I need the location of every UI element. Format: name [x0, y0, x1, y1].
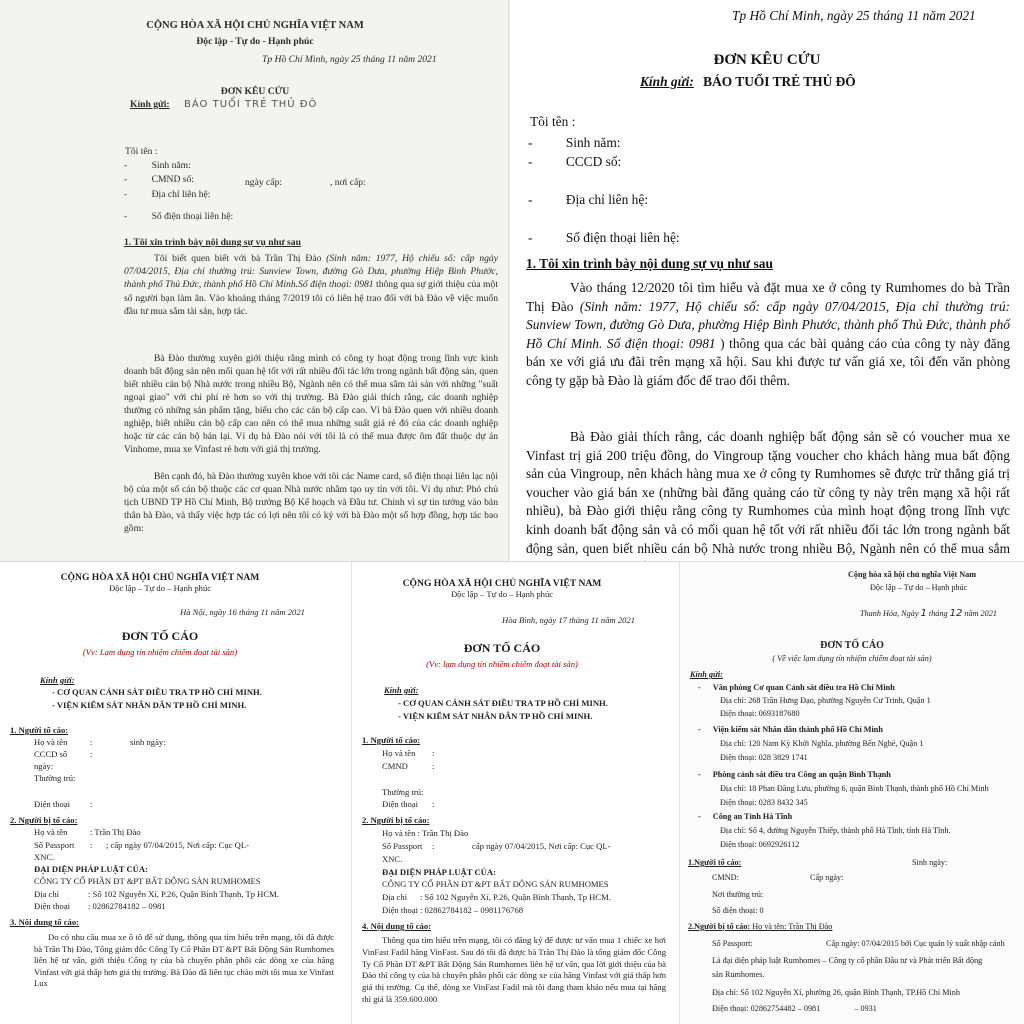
- noi-thuong-tru-label: Nơi thường trú:: [712, 890, 764, 899]
- p1-c: cấp ngày 07/04/2015, Địa chỉ thường trú:: [124, 253, 498, 278]
- motto: Độc lập – Tự do – Hạnh phúc: [108, 583, 212, 593]
- recipient-4-name: Công an Tỉnh Hà Tĩnh: [712, 812, 793, 821]
- recipient-1: - CƠ QUAN CẢNH SÁT ĐIỀU TRA TP HỒ CHÍ MINH.: [398, 698, 608, 708]
- address-value: : Số 102 Nguyễn Xí, P.26, Quận Bình Thạnh, Tp HCM.: [88, 889, 279, 899]
- petition-page-1: CỘNG HÒA XÃ HỘI CHỦ NGHĨA VIỆT NAM Độc lập - Tự do - Hạnh phúc Tp Hồ Chí Minh, ngày 25 tháng 11 năm 2021 ĐƠN KÊU CỨU Kính gửi: BÁO TUỔI TRẺ THỦ ĐÔ Tôi tên : - Sinh năm: - CMND số: ngày cấp: , nơi cấp: - Địa chỉ liên hệ: - Số điện thoại liên hệ: 1. Tôi xin trình bày nội dung sự vụ như sau Tôi biết quen biết với bà Trần Thị Đào (Sinh năm: 1977, Hộ chiếu số: cấp ngày 07/04/2015, Địa chỉ thường trú: Sunview Town, đường Gò Dưa, phường Hiệp Bình Phước, thành phố Thủ Đức, thành phố Hồ Chí Minh.Số điện thoại: 0981 thông qua sự giới thiệu của một số người bạn làm ăn. Vào khoảng tháng 7/2019 tôi có liên hệ trao đổi với bà Đào về việc muốn đầu tư mua sắm tài sản, hợp tác. Bà Đào thường xuyên giới thiệu rằng mình có công ty hoạt động trong lĩnh vực kinh doanh bất động sản nên mối quan hệ tốt với rất nhiều đối tác lớn trong ngành bất động sản, quen biết nhiều cán bộ Nhà nước trong nhiều Bộ, Ngành nên có thể mua sắm tài sản với những "suất ngoại giao" với chi phí rẻ hơn so với thị trường. Bà Đào giải thích rằng, các doanh nghiệp thường có những sản phẩm tặng, biếu cho các cán bộ cấp cao. Vì bà Đào quen với nhiều doanh nghiệp, biết nhiều cán bộ cấp cao nên có thể mua những suất giá rẻ đó của các doanh nghiệp hoặc từ các cán bộ bán lại. Ví dụ bà Đào nói với tôi là có thể mua được ôm đất thuộc dự án Vinhome, mua xe Vinfast rẻ hơn với giá thị trường. Bên cạnh đó, bà Đào thường xuyên khoe với tôi các Name card, số điện thoại liên lạc nội bộ của một số cán bộ thuộc các cơ quan Nhà nước nhằm tạo uy tín với tôi. Ví dụ như: Phó chủ tịch UBND TP Hồ Chí Minh, Bộ trưởng Bộ Kế hoạch và Đầu tư. Chính vì sự tin tưởng vào bản thân bà Đào, và thấy việc hợp tác có lợi nên tôi có ký với bà Đào một số hợp đồng, hợp tác bao gồm:: [0, 0, 510, 562]
- page-separator: [679, 562, 680, 1024]
- ho-ten-label: Họ và tên: [382, 748, 416, 758]
- p1-d: Sunview Town, đường Gò Dưa, phường Hiệp Bình Phước, thành phố Thủ Đức, thành phố Hồ Chí Minh.Số điện thoại: 0981: [124, 266, 498, 291]
- so-dien-thoai-label: Số điện thoại liên hệ:: [151, 211, 234, 222]
- page-separator: [508, 0, 510, 560]
- thuong-tru-label: Thường trú:: [382, 787, 424, 797]
- ho-ten-label: Họ và tên: [34, 737, 68, 747]
- national-title: CỘNG HÒA XÃ HỘI CHỦ NGHĨA VIỆT NAM: [146, 20, 364, 31]
- content-paragraph: Thông qua tìm hiểu trên mạng, tôi có đăng ký để được tư vấn mua 1 chiếc xe hơi VinFast Fadil hãng VinFast. Sau đó tôi đã được bà Trần Thị Đào là tổng giám đốc Công Ty Cổ Phần ĐT &PT Bất Động Sản Rumhomes liên hệ tư vấn, qua lời giới thiệu của bà Đào thì công ty của bà chuyên phân phối các dòng xe của hãng Vinfast với giá thấp hơn giá thị trường. Cụ thể, dòng xe VinFast Fadil mà tôi đang tham khảo nếu mua tại hãng thì giá là 359.600.000: [362, 935, 666, 1004]
- accused-name-label: Họ và tên: [34, 827, 68, 837]
- page-separator: [351, 562, 352, 1024]
- p1-d: Sunview Town, đường Gò Dưa, phường Hiệp Bình Phước, thành phố Thủ Đức, thành phố Hồ Chí Minh. Số điện thoại: 0981: [526, 317, 1010, 351]
- document-title: ĐƠN TỐ CÁO: [121, 629, 199, 643]
- company-name: CÔNG TY CỔ PHẦN ĐT &PT BẤT ĐỘNG SẢN RUMHOMES: [382, 879, 609, 889]
- recipient-2-phone: Điện thoại: 028 3829 1741: [720, 753, 808, 762]
- legal-rep-label: ĐẠI DIỆN PHÁP LUẬT CỦA:: [382, 867, 496, 877]
- recipient-4-phone: Điện thoại: 0692926112: [720, 840, 800, 849]
- paragraph-1: [124, 252, 498, 318]
- place-date-month-label: tháng: [928, 609, 948, 618]
- cmnd-label: CMND: [382, 761, 408, 771]
- accused-name: Họ và tên: Trần Thị Đào: [752, 922, 833, 931]
- so-dien-thoai-label: Số điện thoại liên hệ:: [565, 230, 680, 245]
- recipient-2-address: Địa chỉ: 120 Nam Kỳ Khởi Nghĩa, phường Bến Nghé, Quận 1: [720, 739, 924, 748]
- p1-b: (Sinh năm: 1977, Hộ chiếu số:: [579, 298, 761, 314]
- document-title: ĐƠN TỐ CÁO: [820, 640, 884, 651]
- national-title: CỘNG HÒA XÃ HỘI CHỦ NGHĨA VIỆT NAM: [402, 578, 602, 589]
- sinh-ngay-label: sinh ngày:: [130, 737, 166, 747]
- national-title: Cộng hòa xã hội chủ nghĩa Việt Nam: [848, 570, 977, 579]
- document-subtitle: (Vv: Lạm dụng tín nhiệm chiếm đoạt tài sản): [82, 647, 238, 657]
- recipient-1-name: Văn phòng Cơ quan Cảnh sát điều tra Hồ Chí Minh: [712, 683, 895, 692]
- cmnd-label: CMND:: [712, 873, 739, 882]
- document-subtitle: ( Về việc lạm dụng tín nhiệm chiếm đoạt tài sản): [772, 654, 932, 663]
- phone-value: : 02862784182 – 0981176768: [420, 905, 524, 915]
- ngay-label: ngày:: [34, 761, 54, 771]
- passport-value: ; cấp ngày 07/04/2015, Nơi cấp: Cục QL-: [106, 840, 249, 850]
- kinh-gui-label: Kính gửi:: [40, 675, 75, 685]
- kinh-gui-label: Kính gửi:: [640, 74, 694, 89]
- cccd-label: CCCD số: [34, 749, 68, 759]
- recipient-1-address: Địa chỉ: 268 Trần Hưng Đạo, phường Nguyễn Cư Trinh, Quận 1: [720, 696, 931, 705]
- phone-value: [712, 1004, 877, 1013]
- phone-label: Điện thoại: [34, 901, 71, 911]
- section-4-heading: 4. Nội dung tố cáo:: [362, 921, 431, 931]
- legal-rep-cont: sản Rumhomes.: [712, 970, 765, 979]
- place-date: [860, 608, 997, 620]
- passport-label: Số Passport: [34, 840, 75, 850]
- kinh-gui-recipient: BÁO TUỔI TRẺ THỦ ĐÔ: [703, 74, 856, 89]
- kinh-gui-label: Kính gửi:: [384, 685, 419, 695]
- document-title: ĐƠN KÊU CỨU: [220, 86, 290, 97]
- recipient-1-phone: Điện thoại: 0693187680: [720, 709, 800, 718]
- section-3-heading: 3. Nội dung tố cáo:: [10, 917, 79, 927]
- place-date: Tp Hồ Chí Minh, ngày 25 tháng 11 năm 2021: [262, 54, 437, 65]
- p1-a: Tôi biết quen biết với bà Trần Thị Đào: [154, 253, 322, 264]
- legal-rep-label: ĐẠI DIỆN PHÁP LUẬT CỦA:: [34, 864, 148, 874]
- p1-c: cấp ngày 07/04/2015, Địa chỉ thường trú:: [766, 298, 1010, 314]
- day-handwritten: 1: [920, 608, 927, 619]
- petition-page-2: Tp Hồ Chí Minh, ngày 25 tháng 11 năm 2021 ĐƠN KÊU CỨU Kính gửi: BÁO TUỔI TRẺ THỦ ĐÔ Tôi tên : - Sinh năm: - CCCD số: - Địa chỉ liên hệ: - Số điện thoại liên hệ: 1. Tôi xin trình bày nội dung sự vụ như sau Vào tháng 12/2020 tôi tìm hiểu và đặt mua xe ở công ty Rumhomes do bà Trần Thị Đào (Sinh năm: 1977, Hộ chiếu số: cấp ngày 07/04/2015, Địa chỉ thường trú: Sunview Town, đường Gò Dưa, phường Hiệp Bình Phước, thành phố Thủ Đức, thành phố Hồ Chí Minh. Số điện thoại: 0981 ) thông qua các bài quảng cáo của công ty này đăng bán xe với giá ưu đãi trên mạng xã hội. Sau khi được tư vấn giá xe, tôi đến văn phòng công ty gặp bà Đào là giám đốc để trao đổi thêm. Bà Đào giải thích rằng, các doanh nghiệp bất động sản sẽ có voucher mua xe Vinfast trị giá 200 triệu đồng, do Vingroup tặng voucher cho khách hàng mua bất động sản của Vingroup, nên khách hàng mua xe ở công ty Rumhomes sẽ được trừ thẳng giá trị voucher vào giá bán xe (những bài đăng quảng cáo từ công ty này trên mạng xã hội rất nhiều), bà Đào giới thiệu rằng công ty Rumhomes của mình hoạt động trong lĩnh vực kinh doanh bất động sản và có mối quan hệ tốt với rất nhiều đối tác lớn trong ngành bất động sản, quen biết nhiều cán bộ Nhà nước trong nhiều Bộ, Ngành nên có thể mua sắm: [510, 0, 1024, 566]
- thuong-tru-label: Thường trú:: [34, 773, 76, 783]
- accused-name: Trần Thị Đào: [94, 827, 141, 837]
- phone-label: Điện thoại: [382, 905, 419, 915]
- section-1-heading: 1. Người tố cáo:: [362, 735, 421, 745]
- month-handwritten: 12: [949, 608, 963, 619]
- xnc: XNC.: [34, 852, 55, 862]
- recipient-4-address: Địa chỉ: Số 4, đường Nguyễn Thiếp, thành phố Hà Tĩnh, tỉnh Hà Tĩnh.: [720, 826, 951, 835]
- place-date-prefix: Thanh Hóa, Ngày: [860, 609, 919, 618]
- section-1-heading: 1. Người tố cáo:: [10, 725, 69, 735]
- passport-value: Cấp ngày: 07/04/2015 bởi Cục quản lý xuất nhập cảnh: [826, 939, 1005, 948]
- recipient-1: - CƠ QUAN CẢNH SÁT ĐIỀU TRA TP HỒ CHÍ MINH.: [52, 687, 262, 697]
- document-title: ĐƠN KÊU CỨU: [713, 52, 821, 68]
- phone-value-b: – 0931: [854, 1004, 877, 1013]
- xnc: XNC.: [382, 854, 403, 864]
- denunciation-page-4: CỘNG HÒA XÃ HỘI CHỦ NGHĨA VIỆT NAM Độc lập – Tự do – Hạnh phúc Hòa Bình, ngày 17 tháng 11 năm 2021 ĐƠN TỐ CÁO (Vv: lạm dụng tín nhiệm chiếm đoạt tài sản) Kính gửi: - CƠ QUAN CẢNH SÁT ĐIỀU TRA TP HỒ CHÍ MINH. - VIỆN KIỂM SÁT NHÂN DÂN TP HỒ CHÍ MINH. 1. Người tố cáo: Họ và tên : CMND : Thường trú: Điện thoại : 2. Người bị tố cáo: Họ và tên : Trần Thị Đào Số Passport : cấp ngày 07/04/2015, Nơi cấp: Cục QL- XNC. ĐẠI DIỆN PHÁP LUẬT CỦA: CÔNG TY CỔ PHẦN ĐT &PT BẤT ĐỘNG SẢN RUMHOMES Địa chỉ : Số 102 Nguyễn Xí, P.26, Quận Bình Thạnh, Tp HCM. Điện thoại : 02862784182 – 0981176768 4. Nội dung tố cáo: Thông qua tìm hiểu trên mạng, tôi có đăng ký để được tư vấn mua 1 chiếc xe hơi VinFast Fadil hãng VinFast. Sau đó tôi đã được bà Trần Thị Đào là tổng giám đốc Công Ty Cổ Phần ĐT &PT Bất Động Sản Rumhomes liên hệ tư vấn, qua lời giới thiệu của bà Đào thì công ty của bà chuyên phân phối các dòng xe của hãng Vinfast với giá thấp hơn giá thị trường. Cụ thể, dòng xe VinFast Fadil mà tôi đang tham khảo nếu mua tại hãng thì giá là 359.600.000: [352, 562, 680, 1024]
- page-separator: [0, 561, 1024, 562]
- address-value: Địa chỉ: Số 102 Nguyễn Xí, phường 26, quận Bình Thạnh, TP.Hồ Chí Minh: [712, 988, 960, 997]
- document-subtitle: (Vv: lạm dụng tín nhiệm chiếm đoạt tài sản): [426, 659, 578, 669]
- p1-b: (Sinh năm: 1977, Hộ chiếu số:: [326, 253, 456, 264]
- kinh-gui-recipient: BÁO TUỔI TRẺ THỦ ĐÔ: [184, 99, 318, 110]
- phone-value-a: Điện thoại: 02862754482 – 0981: [712, 1004, 821, 1013]
- sinh-ngay-label: Sinh ngày:: [912, 858, 948, 867]
- accused-name: Họ và tên : Trần Thị Đào: [382, 828, 469, 838]
- legal-rep: Là đại diện pháp luật Rumhomes – Công ty cổ phần Đầu tư và Phát triển Bất động: [712, 956, 983, 965]
- toi-ten-label: Tôi tên :: [530, 114, 576, 129]
- cccd-label: CCCD số:: [565, 154, 622, 169]
- recipient-3-phone: Điện thoại: 0283 8432 345: [720, 798, 808, 807]
- motto: Độc lập – Tự do – Hạnh phúc: [450, 589, 554, 599]
- sinh-nam-label: Sinh năm:: [151, 160, 191, 171]
- cmnd-label: CMND số:: [151, 174, 194, 185]
- paragraph-2: Bà Đào thường xuyên giới thiệu rằng mình có công ty hoạt động trong lĩnh vực kinh doanh bất động sản nên mối quan hệ tốt với rất nhiều đối tác lớn trong ngành bất động sản, quen biết nhiều cán bộ Nhà nước trong nhiều Bộ, Ngành nên có thể mua sắm tài sản với những "suất ngoại giao" với chi phí rẻ hơn so với thị trường. Bà Đào giải thích rằng, các doanh nghiệp thường có những sản phẩm tặng, biếu cho các cán bộ cấp cao. Vì bà Đào quen với nhiều doanh nghiệp, biết nhiều cán bộ cấp cao nên có thể mua những suất giá rẻ đó của các doanh nghiệp hoặc từ các cán bộ bán lại. Ví dụ bà Đào nói với tôi là có thể mua được ôm đất thuộc dự án Vinhome, mua xe Vinfast rẻ hơn với giá thị trường.: [124, 353, 498, 455]
- place-date: Tp Hồ Chí Minh, ngày 25 tháng 11 năm 2021: [732, 8, 976, 23]
- noi-cap-label: , nơi cấp:: [330, 177, 366, 188]
- toi-ten-label: Tôi tên :: [125, 146, 158, 157]
- recipient-2-name: Viện kiểm sát Nhân dân thành phố Hồ Chí Minh: [712, 725, 883, 734]
- company-name: CÔNG TY CỔ PHẦN ĐT &PT BẤT ĐỘNG SẢN RUMHOMES: [34, 876, 261, 886]
- address-label: Địa chỉ: [382, 892, 408, 902]
- place-date-year: năm 2021: [964, 609, 997, 618]
- denunciation-page-3: CỘNG HÒA XÃ HỘI CHỦ NGHĨA VIỆT NAM Độc lập – Tự do – Hạnh phúc Hà Nội, ngày 16 tháng 11 năm 2021 ĐƠN TỐ CÁO (Vv: Lạm dụng tín nhiệm chiếm đoạt tài sản) Kính gửi: - CƠ QUAN CẢNH SÁT ĐIỀU TRA TP HỒ CHÍ MINH. - VIỆN KIỂM SÁT NHÂN DÂN TP HỒ CHÍ MINH. 1. Người tố cáo: Họ và tên : sinh ngày: CCCD số : ngày: Thường trú: Điện thoại : 2. Người bị tố cáo: Họ và tên : Trần Thị Đào Số Passport : ; cấp ngày 07/04/2015, Nơi cấp: Cục QL- XNC. ĐẠI DIỆN PHÁP LUẬT CỦA: CÔNG TY CỔ PHẦN ĐT &PT BẤT ĐỘNG SẢN RUMHOMES Địa chỉ : Số 102 Nguyễn Xí, P.26, Quận Bình Thạnh, Tp HCM. Điện thoại : 02862784182 – 0981 3. Nội dung tố cáo: Do có nhu cầu mua xe ô tô để sử dụng, thông qua tìm hiểu trên mạng, tôi đã được bà Trần Thị Đào, Tổng giám đốc Công Ty Cổ Phần ĐT &PT Bất Động Sản Rumhomes liên hệ tư vấn, giới thiệu Công ty của bà chuyên phân phối các dòng xe của hãng Vinfast với giá thấp hơn giá thị trường. Bà Đào đã liên tục chào mời tôi mua xe Vinfast Lux: [0, 562, 352, 1024]
- section-1-heading: 1. Tôi xin trình bày nội dung sự vụ như sau: [124, 237, 301, 248]
- phone-label: Số điện thoại: 0: [712, 906, 764, 915]
- kinh-gui-label: Kính gửi:: [690, 670, 723, 679]
- passport-label: Số Passport: [382, 841, 423, 851]
- section-1-heading: 1.Người tố cáo:: [688, 858, 742, 867]
- dia-chi-label: Địa chỉ liên hệ:: [565, 192, 648, 207]
- paragraph-3: Bên cạnh đó, bà Đào thường xuyên khoe với tôi các Name card, số điện thoại liên lạc nội bộ của một số cán bộ thuộc các cơ quan Nhà nước nhằm tạo uy tín với tôi. Ví dụ như: Phó chủ tịch UBND TP Hồ Chí Minh, Bộ trưởng Bộ Kế hoạch và Đầu tư. Chính vì sự tin tưởng vào bản thân bà Đào, và thấy việc hợp tác có lợi nên tôi có ký với bà Đào một số hợp đồng, hợp tác bao gồm:: [124, 471, 498, 534]
- content-paragraph: Do có nhu cầu mua xe ô tô để sử dụng, thông qua tìm hiểu trên mạng, tôi đã được bà Trần Thị Đào, Tổng giám đốc Công Ty Cổ Phần ĐT &PT Bất Động Sản Rumhomes liên hệ tư vấn, giới thiệu Công ty của bà chuyên phân phối các dòng xe của hãng Vinfast với giá thấp hơn giá thị trường. Bà Đào đã liên tục chào mời tôi mua xe Vinfast Lux: [34, 932, 334, 989]
- motto: Độc lập – Tự do – Hạnh phúc: [870, 583, 968, 592]
- paragraph-2: Bà Đào giải thích rằng, các doanh nghiệp bất động sản sẽ có voucher mua xe Vinfast trị giá 200 triệu đồng, do Vingroup tặng voucher cho khách hàng mua bất động sản của Vingroup, nên khách hàng mua xe ở công ty Rumhomes sẽ được trừ thẳng giá trị voucher vào giá bán xe (những bài đăng quảng cáo từ công ty này trên mạng xã hội rất nhiều), bà Đào giới thiệu rằng công ty Rumhomes của mình hoạt động trong lĩnh vực kinh doanh bất động sản và có mối quan hệ tốt với rất nhiều đối tác lớn trong ngành bất động sản, quen biết nhiều cán bộ Nhà nước trong nhiều Bộ, Ngành nên có thể mua sắm: [526, 429, 1010, 556]
- section-2-title: 2.Người bị tố cáo:: [688, 922, 751, 931]
- ngay-cap-label: ngày cấp:: [245, 177, 283, 188]
- motto: Độc lập - Tự do - Hạnh phúc: [196, 36, 314, 47]
- section-2-heading: [688, 922, 832, 931]
- paragraph-1: [526, 279, 1010, 391]
- phone-value: : 02862784182 – 0981: [88, 901, 166, 911]
- document-title: ĐƠN TỐ CÁO: [463, 641, 541, 655]
- passport-label: Số Passport:: [712, 939, 753, 948]
- cap-ngay-label: Cấp ngày:: [810, 873, 844, 882]
- section-2-heading: 2. Người bị tố cáo:: [10, 815, 78, 825]
- place-date: Hòa Bình, ngày 17 tháng 11 năm 2021: [502, 615, 636, 625]
- recipient-2: - VIỆN KIỂM SÁT NHÂN DÂN TP HỒ CHÍ MINH.: [52, 700, 247, 710]
- address-label: Địa chỉ: [34, 889, 60, 899]
- place-date: Hà Nội, ngày 16 tháng 11 năm 2021: [180, 607, 305, 617]
- recipient-3-name: Phòng cảnh sát điều tra Công an quận Bình Thạnh: [712, 770, 891, 779]
- national-title: CỘNG HÒA XÃ HỘI CHỦ NGHĨA VIỆT NAM: [60, 572, 260, 583]
- section-1-heading: 1. Tôi xin trình bày nội dung sự vụ như sau: [526, 256, 773, 271]
- recipient-2: - VIỆN KIỂM SÁT NHÂN DÂN TP HỒ CHÍ MINH.: [398, 711, 593, 721]
- p1-e: ) thông qua các bài quảng cáo của công ty này đăng bán xe với giá ưu đãi trên mạng xã hội. Sau khi được tư vấn giá xe, tôi đến văn phòng công ty gặp bà Đào là giám đốc để trao đổi thêm.: [526, 335, 1010, 388]
- dien-thoai-label: Điện thoại: [382, 799, 419, 809]
- sinh-nam-label: Sinh năm:: [565, 135, 621, 150]
- recipient-3-address: Địa chỉ: 18 Phan Đăng Lưu, phường 6, quận Bình Thạnh, thành phố Hồ Chí Minh: [720, 784, 989, 793]
- passport-value: cấp ngày 07/04/2015, Nơi cấp: Cục QL-: [472, 841, 611, 851]
- dia-chi-label: Địa chỉ liên hệ:: [151, 189, 211, 200]
- denunciation-page-5: Cộng hòa xã hội chủ nghĩa Việt Nam Độc lập – Tự do – Hạnh phúc Thanh Hóa, Ngày 1 tháng 12 năm 2021 ĐƠN TỐ CÁO ( Về việc lạm dụng tín nhiệm chiếm đoạt tài sản) Kính gửi: - Văn phòng Cơ quan Cảnh sát điều tra Hồ Chí Minh Địa chỉ: 268 Trần Hưng Đạo, phường Nguyễn Cư Trinh, Quận 1 Điện thoại: 0693187680 - Viện kiểm sát Nhân dân thành phố Hồ Chí Minh Địa chỉ: 120 Nam Kỳ Khởi Nghĩa, phường Bến Nghé, Quận 1 Điện thoại: 028 3829 1741 - Phòng cảnh sát điều tra Công an quận Bình Thạnh Địa chỉ: 18 Phan Đăng Lưu, phường 6, quận Bình Thạnh, thành phố Hồ Chí Minh Điện thoại: 0283 8432 345 - Công an Tỉnh Hà Tĩnh Địa chỉ: Số 4, đường Nguyễn Thiếp, thành phố Hà Tĩnh, tỉnh Hà Tĩnh. Điện thoại: 0692926112 1.Người tố cáo: Sinh ngày: CMND: Cấp ngày: Nơi thường trú: Số điện thoại: 0 2.Người bị tố cáo: Họ và tên: Trần Thị Đào Số Passport: Cấp ngày: 07/04/2015 bởi Cục quản lý xuất nhập cảnh Là đại diện pháp luật Rumhomes – Công ty cổ phần Đầu tư và Phát triển Bất động sản Rumhomes. Địa chỉ: Số 102 Nguyễn Xí, phường 26, quận Bình Thạnh, TP.Hồ Chí Minh Điện thoại: 02862754482 – 0981 – 0931: [680, 562, 1024, 1024]
- dien-thoai-label: Điện thoại: [34, 799, 71, 809]
- section-2-heading: 2. Người bị tố cáo:: [362, 815, 430, 825]
- kinh-gui-label: Kính gửi:: [130, 99, 170, 110]
- address-value: : Số 102 Nguyễn Xí, P.26, Quận Bình Thạnh, Tp HCM.: [420, 892, 611, 902]
- p1-e: thông qua sự giới thiệu của một số người bạn làm ăn. Vào khoảng tháng 7/2019 tôi có liên hệ trao đổi với bà Đào về việc muốn đầu tư mua sắm tài sản, hợp tác.: [124, 279, 498, 317]
- p1: Vào tháng 12/2020 tôi tìm hiểu và đặt mua xe ở công ty Rumhomes do bà Trần Thị Đào: [526, 280, 1010, 314]
